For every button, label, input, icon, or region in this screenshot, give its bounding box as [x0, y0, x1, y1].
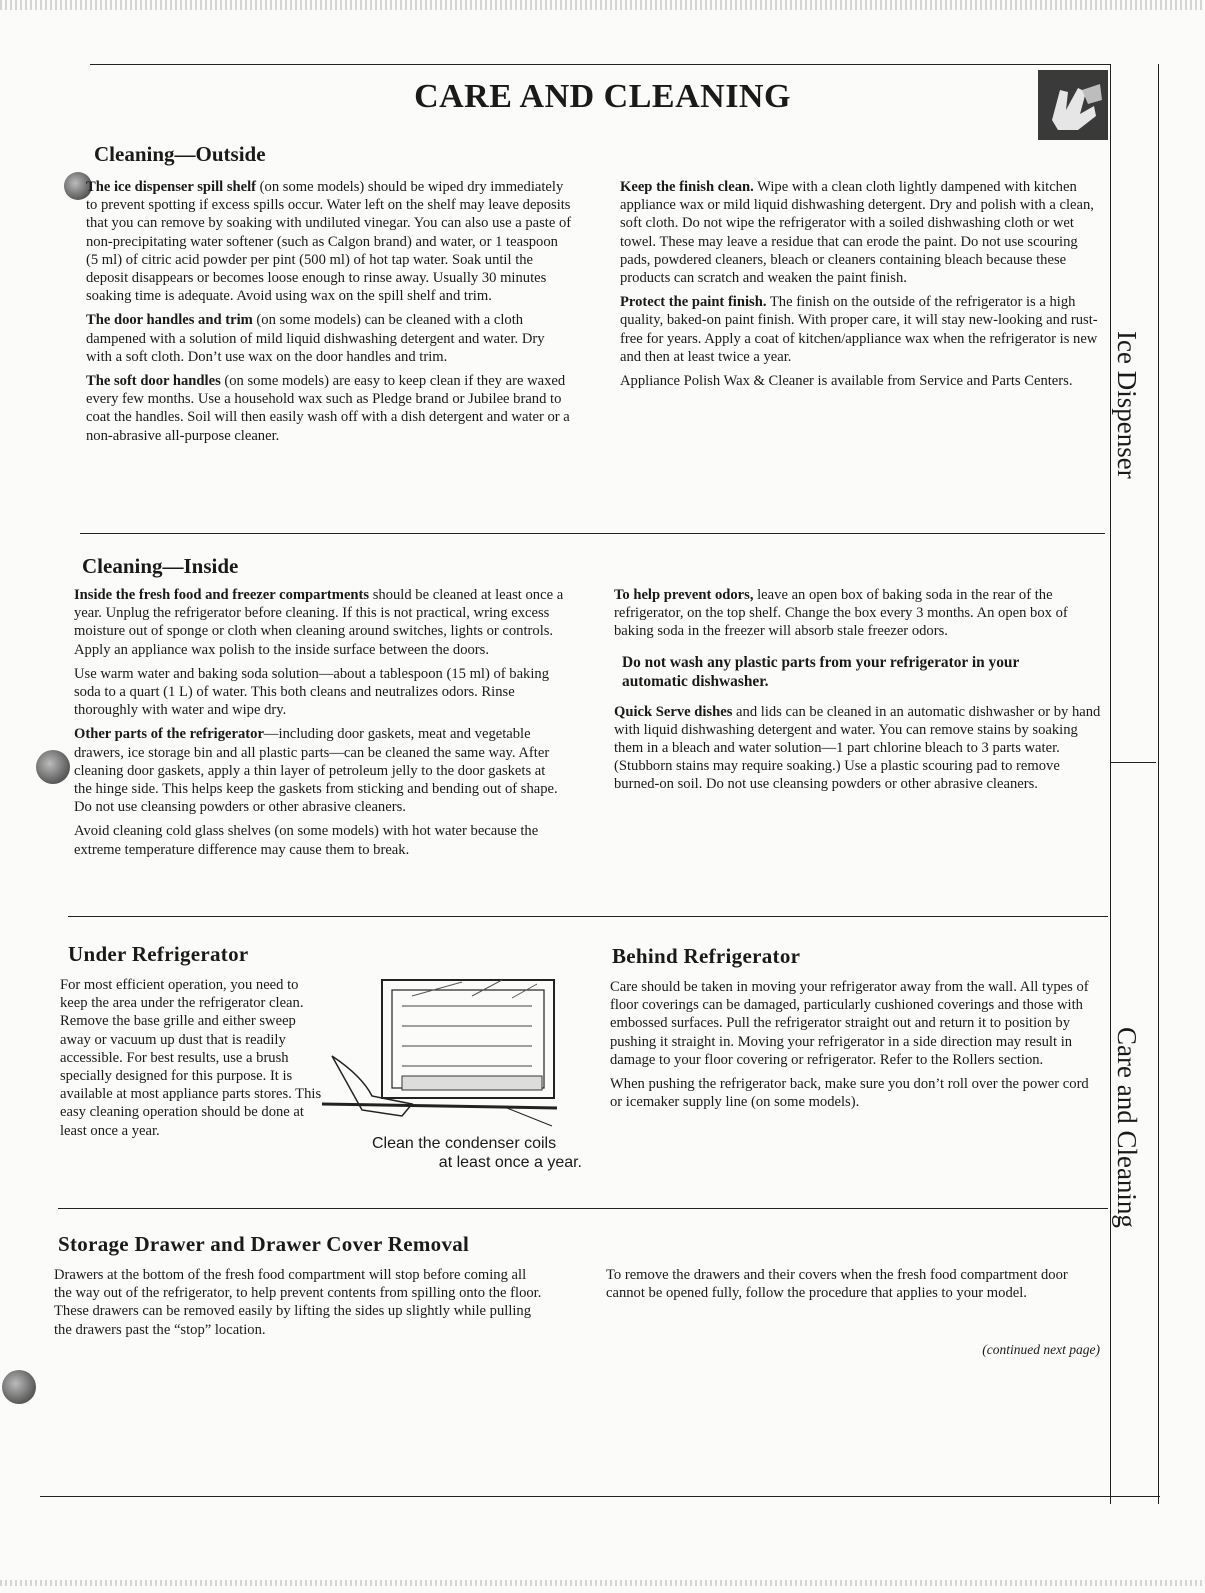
- outside-right-para-2: Protect the paint finish. The finish on the outside of the refrigerator is a high quality, baked-on paint finish. With proper care, it will stay new-looking and rust-free for years. Apply a coat of kitchen/appliance wax when the refrigerator is new and then at least twice a year.: [620, 294, 1098, 365]
- inside-left-para-4: Avoid cleaning cold glass shelves (on some models) with hot water because the extreme temperature difference may cause them to break.: [74, 823, 539, 858]
- top-rule: [90, 64, 1110, 65]
- cleaning-outside-left: [86, 178, 572, 451]
- behind-refrigerator-para-2: When pushing the refrigerator back, make sure you don’t roll over the power cord or icemaker supply line (on some models).: [610, 1076, 1089, 1111]
- outside-left-para-1: The ice dispenser spill shelf (on some models) should be wiped dry immediately to prevent spotting if excess spills occur. Water left on the shelf may leave deposits that you can remove by soaking with undiluted vinegar. You can also use a paste of non-precipitating water softener (such as Calgon brand) and water, or 1 teaspoon (5 ml) of citric acid powder per pint (500 ml) of hot tap water. Soak until the deposit disappears or becomes loose enough to rinse away. Usually 30 minutes soaking time is adequate. Avoid using wax on the spill shelf and trim.: [86, 179, 572, 305]
- continued-next-page: (continued next page): [982, 1342, 1100, 1357]
- inside-left-para-1: Inside the fresh food and freezer compartments should be cleaned at least once a year. Unplug the refrigerator before cleaning. If this is not practical, wring excess moisture out of sponge or cloth when cleaning around switches, lights or controls. Apply an appliance wax polish to the inside surface between the doors.: [74, 587, 564, 658]
- under-refrigerator-para: For most efficient operation, you need to keep the area under the refrigerator clean. Remove the base grille and either sweep away or vacuum up dust that is readily accessible. For best results, use a brush specially designed for this purpose. It is available at most appliance parts stores. This easy cleaning operation should be done at least once a year.: [60, 977, 322, 1139]
- inside-right-para-2: Quick Serve dishes and lids can be cleaned in an automatic dishwasher or by hand with liquid dishwashing detergent and water. You can remove stains by soaking them in a bleach and water solution—1 part chlorine bleach to 3 parts water. (Stubborn stains may require soaking.) Use a plastic scouring pad to remove burned-on soil. Do not use cleansing powders or other abrasive cleaners.: [614, 703, 1101, 793]
- punch-hole-icon: [2, 1370, 36, 1404]
- right-outer-rule: [1158, 64, 1159, 1504]
- storage-drawer-heading: Storage Drawer and Drawer Cover Removal: [58, 1232, 470, 1256]
- side-tab-care-and-cleaning: Care and Cleaning: [1112, 1027, 1142, 1228]
- condenser-caption-line-2: at least once a year.: [438, 1154, 582, 1171]
- outside-left-para-2: The door handles and trim (on some models) can be cleaned with a cloth dampened with a solution of mild liquid dishwashing detergent and water. Dry with a soft cloth. Don’t use wax on the door handles and trim.: [86, 312, 545, 365]
- scan-noise-top: [0, 0, 1205, 10]
- section-rule-2: [68, 916, 1108, 917]
- side-tab-ice-dispenser: Ice Dispenser: [1112, 331, 1142, 479]
- bottom-rule: [40, 1496, 1160, 1497]
- condenser-coil-illustration: [322, 976, 582, 1136]
- section-rule-1: [80, 533, 1105, 534]
- condenser-caption: [372, 1134, 582, 1172]
- condenser-caption-line-1: Clean the condenser coils: [372, 1135, 557, 1152]
- section-rule-3: [58, 1208, 1108, 1209]
- behind-refrigerator-text: [610, 978, 1104, 1117]
- page-title: CARE AND CLEANING: [414, 78, 791, 115]
- storage-drawer-right-para: To remove the drawers and their covers when the fresh food compartment door cannot be opened fully, follow the procedure that applies to your model.: [606, 1267, 1068, 1302]
- cleaning-outside-right: [620, 178, 1100, 396]
- side-tab-divider: [1110, 762, 1156, 763]
- inside-left-para-2: Use warm water and baking soda solution—about a tablespoon (15 ml) of baking soda to a quart (1 L) of water. This both cleans and neutralizes odors. Rinse thoroughly with water and wipe dry.: [74, 665, 550, 719]
- punch-hole-icon: [36, 750, 70, 784]
- inside-right-para-1: To help prevent odors, leave an open box of baking soda in the rear of the refrigerator, on the top shelf. Change the box every 3 months. An open box of baking soda in the freezer will absorb stale freezer odors.: [614, 587, 1068, 640]
- behind-refrigerator-para-1: Care should be taken in moving your refrigerator away from the wall. All types of floor coverings can be damaged, particularly cushioned coverings and those with embossed surfaces. Pull the refrigerator straight out and return it to position by pushing it straight in. Moving your refrigerator in a side direction may result in damage to your floor covering or refrigerator. Refer to the Rollers section.: [610, 979, 1089, 1068]
- dishwasher-warning: Do not wash any plastic parts from your refrigerator in your automatic dishwasher.: [622, 653, 1020, 690]
- scan-noise-bottom: [0, 1580, 1205, 1586]
- cleaning-inside-heading: Cleaning—Inside: [82, 554, 239, 578]
- storage-drawer-left-para: Drawers at the bottom of the fresh food compartment will stop before coming all the way out of the refrigerator, to help prevent contents from spilling onto the floor. These drawers can be removed easily by lifting the sides up slightly while pulling the drawers past the “stop” location.: [54, 1267, 542, 1338]
- under-refrigerator-text: [60, 976, 322, 1146]
- cleaning-inside-left: [74, 586, 564, 865]
- storage-drawer-right: [606, 1266, 1094, 1308]
- inside-left-para-3: Other parts of the refrigerator—including door gaskets, meat and vegetable drawers, ice storage bin and all plastic parts—can be cleaned the same way. After cleaning door gaskets, apply a thin layer of petroleum jelly to the door gaskets at the hinge side. This helps keep the gaskets from sticking and bending out of shape. Do not use cleansing powders or other abrasive cleaners.: [74, 726, 558, 816]
- right-frame-rule: [1110, 64, 1111, 1504]
- outside-right-para-3: Appliance Polish Wax & Cleaner is available from Service and Parts Centers.: [620, 373, 1073, 390]
- cleaning-outside-heading: Cleaning—Outside: [94, 142, 266, 166]
- hand-cleaning-icon: [1038, 70, 1108, 140]
- storage-drawer-left: [54, 1266, 544, 1345]
- outside-left-para-3: The soft door handles (on some models) are easy to keep clean if they are waxed every few months. Use a household wax such as Pledge brand or Jubilee brand to coat the handles. Soil will then easily wash off with a dish detergent and water or a non-abrasive all-purpose cleaner.: [86, 373, 570, 444]
- outside-right-para-1: Keep the finish clean. Wipe with a clean cloth lightly dampened with kitchen appliance wax or mild liquid dishwashing detergent. Dry and polish with a clean, soft cloth. Do not wipe the refrigerator with a soiled dishwashing cloth or wet towel. These may leave a residue that can erode the paint. Do not use scouring pads, powdered cleaners, bleach or cleaners containing bleach because these products can scratch and weaken the paint finish.: [620, 179, 1094, 287]
- under-refrigerator-heading: Under Refrigerator: [68, 942, 249, 966]
- cleaning-inside-right: [614, 586, 1104, 800]
- behind-refrigerator-heading: Behind Refrigerator: [612, 944, 801, 968]
